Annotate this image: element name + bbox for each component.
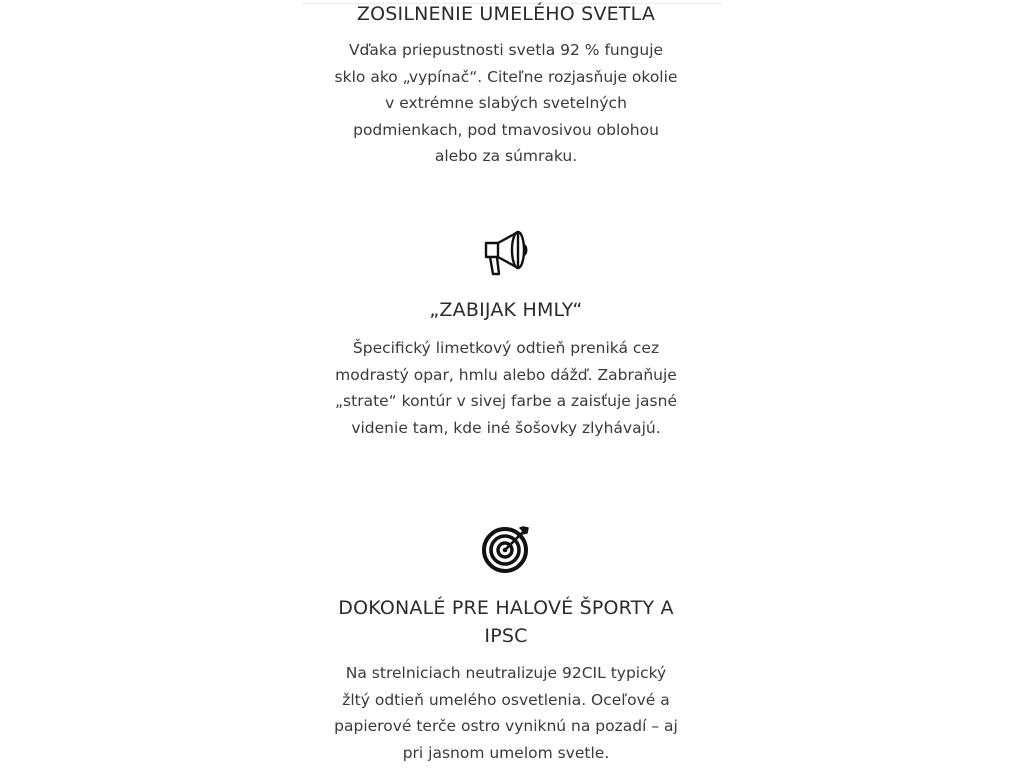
feature-title: DOKONALÉ PRE HALOVÉ ŠPORTY A IPSC (338, 597, 674, 647)
feature-indoor-sports (334, 522, 678, 766)
feature-fog-killer (334, 224, 678, 441)
feature-artificial-light (334, 0, 678, 170)
megaphone-icon (478, 224, 534, 280)
feature-description: Vďaka priepustnosti svetla 92 % funguje sklo ako „vypínač“. Citeľne rozjasňuje okolie v extrémne slabých svetelných podmienkach, pod tmavosivou oblohou alebo za súmraku. (334, 41, 678, 165)
target-icon (479, 522, 533, 576)
feature-title: „ZABIJAK HMLY“ (429, 299, 583, 321)
feature-description: Na strelniciach neutralizuje 92CIL typický žltý odtieň umelého osvetlenia. Oceľové a papierové terče ostro vyniknú na pozadí – aj pri jasnom umelom svetle. (334, 664, 678, 762)
feature-description: Špecifický limetkový odtieň preniká cez modrastý opar, hmlu alebo dážď. Zabraňuje „strate“ kontúr v sivej farbe a zaisťuje jasné videnie tam, kde iné šošovky zlyhávajú. (335, 339, 677, 437)
feature-title: ZOSILNENIE UMELÉHO SVETLA (356, 3, 656, 25)
